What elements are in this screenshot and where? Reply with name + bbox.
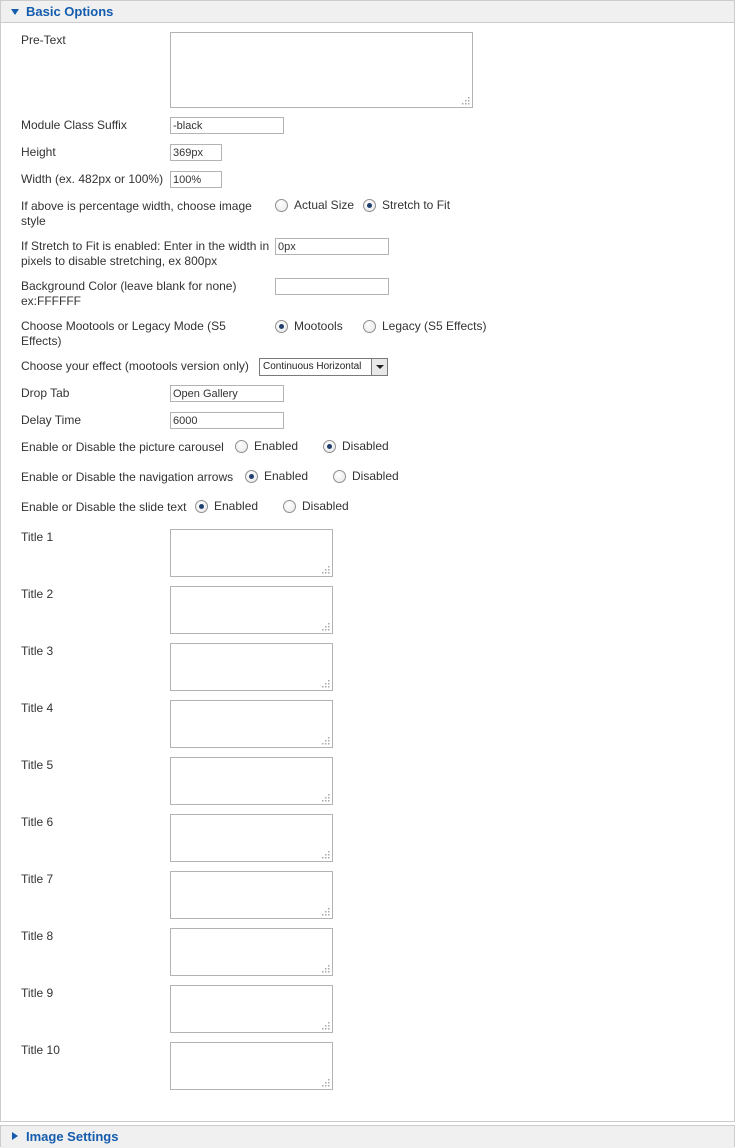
basic-options-title: Basic Options — [26, 4, 114, 19]
radio-button[interactable] — [195, 500, 208, 513]
pretext-textarea[interactable] — [170, 32, 473, 108]
width-input[interactable] — [170, 171, 222, 188]
image-settings-header[interactable] — [1, 1126, 734, 1148]
arrows-label: Enable or Disable the navigation arrows — [21, 470, 234, 484]
arrows-option-disabled[interactable]: Disabled — [333, 469, 399, 483]
height-input[interactable] — [170, 144, 222, 161]
title-textarea[interactable] — [170, 871, 333, 919]
suffix-input[interactable] — [170, 117, 284, 134]
title-label: Title 6 — [21, 815, 54, 829]
carousel-label: Enable or Disable the picture carousel — [21, 440, 224, 454]
title-textarea[interactable] — [170, 928, 333, 976]
droptab-input[interactable] — [170, 385, 284, 402]
image-settings-panel — [0, 1125, 735, 1147]
resize-grip-icon[interactable] — [320, 1077, 330, 1087]
chevron-down-icon[interactable] — [371, 359, 387, 375]
suffix-label: Module Class Suffix — [21, 118, 127, 132]
slidetext-label: Enable or Disable the slide text — [21, 500, 187, 514]
radio-button[interactable] — [275, 320, 288, 333]
title-textarea[interactable] — [170, 814, 333, 862]
resize-grip-icon[interactable] — [320, 849, 330, 859]
mode-option-mootools[interactable]: Mootools — [275, 319, 343, 333]
resize-grip-icon[interactable] — [320, 678, 330, 688]
stretch-width-input[interactable] — [275, 238, 389, 255]
resize-grip-icon[interactable] — [320, 906, 330, 916]
resize-grip-icon[interactable] — [460, 95, 470, 105]
radio-button[interactable] — [333, 470, 346, 483]
radio-button[interactable] — [363, 320, 376, 333]
title-label: Title 8 — [21, 929, 54, 943]
title-label: Title 9 — [21, 986, 54, 1000]
radio-button[interactable] — [275, 199, 288, 212]
style-label-line1: If above is percentage width, choose image — [21, 199, 252, 213]
title-textarea[interactable] — [170, 757, 333, 805]
radio-button[interactable] — [235, 440, 248, 453]
carousel-option-disabled[interactable]: Disabled — [323, 439, 389, 453]
mode-label-line2: Effects) — [21, 334, 62, 348]
title-textarea[interactable] — [170, 586, 333, 634]
resize-grip-icon[interactable] — [320, 1020, 330, 1030]
delay-label: Delay Time — [21, 413, 82, 427]
width-label: Width (ex. 482px or 100%) — [21, 172, 164, 186]
title-label: Title 5 — [21, 758, 54, 772]
style-label-line2: style — [21, 214, 46, 228]
droptab-label: Drop Tab — [21, 386, 70, 400]
height-label: Height — [21, 145, 56, 159]
pretext-label: Pre-Text — [21, 33, 66, 47]
effect-select[interactable]: Continuous Horizontal — [259, 358, 388, 376]
bg-label-line2: ex:FFFFFF — [21, 294, 81, 308]
resize-grip-icon[interactable] — [320, 564, 330, 574]
title-label: Title 7 — [21, 872, 54, 886]
title-textarea[interactable] — [170, 700, 333, 748]
radio-button[interactable] — [283, 500, 296, 513]
title-label: Title 1 — [21, 530, 54, 544]
title-textarea[interactable] — [170, 643, 333, 691]
resize-grip-icon[interactable] — [320, 963, 330, 973]
slidetext-option-disabled[interactable]: Disabled — [283, 499, 349, 513]
title-label: Title 10 — [21, 1043, 60, 1057]
stretch-label-line1: If Stretch to Fit is enabled: Enter in the width in — [21, 239, 270, 253]
stretch-label-line2: pixels to disable stretching, ex 800px — [21, 254, 218, 268]
title-textarea[interactable] — [170, 529, 333, 577]
title-textarea[interactable] — [170, 985, 333, 1033]
carousel-option-enabled[interactable]: Enabled — [235, 439, 298, 453]
radio-button[interactable] — [323, 440, 336, 453]
arrows-option-enabled[interactable]: Enabled — [245, 469, 308, 483]
radio-button[interactable] — [363, 199, 376, 212]
title-label: Title 4 — [21, 701, 54, 715]
delay-input[interactable] — [170, 412, 284, 429]
triangle-right-icon — [12, 1132, 18, 1140]
effect-label: Choose your effect (mootools version only) — [21, 359, 249, 373]
triangle-down-icon — [11, 9, 19, 15]
style-option-actual[interactable]: Actual Size — [275, 198, 354, 212]
title-label: Title 2 — [21, 587, 54, 601]
resize-grip-icon[interactable] — [320, 735, 330, 745]
image-settings-title: Image Settings — [26, 1129, 119, 1144]
title-textarea[interactable] — [170, 1042, 333, 1090]
resize-grip-icon[interactable] — [320, 621, 330, 631]
radio-button[interactable] — [245, 470, 258, 483]
bg-label-line1: Background Color (leave blank for none) — [21, 279, 237, 293]
resize-grip-icon[interactable] — [320, 792, 330, 802]
title-label: Title 3 — [21, 644, 54, 658]
bg-color-input[interactable] — [275, 278, 389, 295]
basic-options-header[interactable] — [1, 1, 734, 23]
mode-option-legacy[interactable]: Legacy (S5 Effects) — [363, 319, 487, 333]
style-option-stretch[interactable]: Stretch to Fit — [363, 198, 450, 212]
mode-label-line1: Choose Mootools or Legacy Mode (S5 — [21, 319, 226, 333]
slidetext-option-enabled[interactable]: Enabled — [195, 499, 258, 513]
